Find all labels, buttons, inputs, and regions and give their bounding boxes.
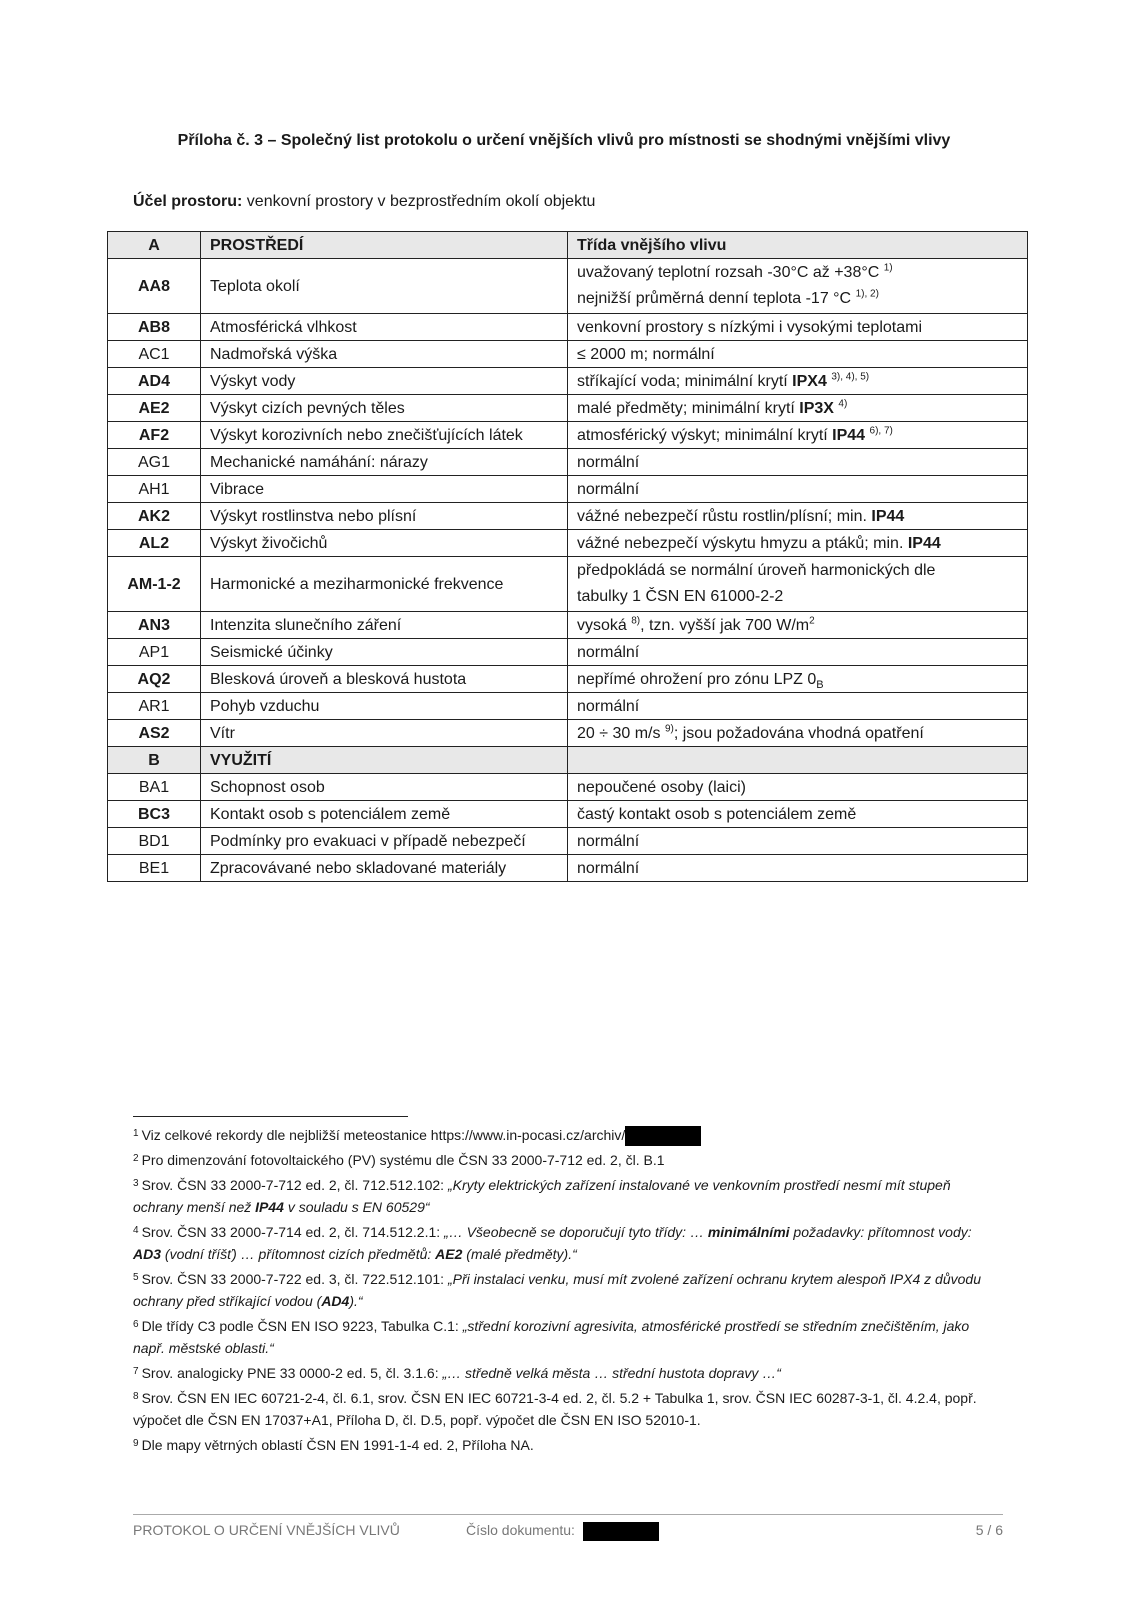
table-row xyxy=(108,693,1028,720)
table-row xyxy=(108,314,1028,341)
footnote-8: $^8$ Srov. ČSN EN IEC 60721-2-4, čl. 6.1, srov. ČSN EN IEC 60721-3-4 ed. 2, čl. 5.2 + Tabulka 1, srov. ČSN IEC 60287-3-1, čl. 4.2.4, popř. výpočet dle ČSN EN 17037+A1, Příloha D, čl. D.5, popř. výpočet dle ČSN EN ISO 52010-1. xyxy=(133,1390,977,1429)
table-row xyxy=(108,801,1028,828)
row-code: AQ2 xyxy=(108,666,201,693)
row-value: normální xyxy=(568,449,1028,476)
footnote-4: $^4$ Srov. ČSN 33 2000-7-714 ed. 2, čl. 714.512.2.1: „… Všeobecně se doporučují tyto třídy: … minimálními požadavky: přítomnost vody: AD3 (vodní tříšť) … přítomnost cizích předmětů: AE2 (malé předměty).“ xyxy=(133,1224,972,1263)
row-code: AM-1-2 xyxy=(108,557,201,612)
row-name: Vítr xyxy=(201,720,568,747)
table-row xyxy=(108,422,1028,449)
footnote-5: $^5$ Srov. ČSN 33 2000-7-722 ed. 3, čl. 722.512.101: „Při instalaci venku, musí mít zvolené zařízení ochranu krytem alespoň IPX4 z důvodu ochrany před stříkající vodou (AD4).“ xyxy=(133,1271,981,1310)
footnote-3: $^3$ Srov. ČSN 33 2000-7-712 ed. 2, čl. 712.512.102: „Kryty elektrických zařízení instalované ve venkovním prostředí nesmí mít stupeň ochrany menší než IP44 v souladu s EN 60529“ xyxy=(133,1177,951,1216)
footer-separator xyxy=(133,1514,1003,1515)
row-value: uvažovaný teplotní rozsah -30°C až +38°C $^{1)}$ nejnižší průměrná denní teplota -17 °C $^{1), 2)}$ xyxy=(568,259,1028,314)
table-row xyxy=(108,449,1028,476)
row-name: Zpracovávané nebo skladované materiály xyxy=(201,855,568,882)
row-name: Atmosférická vlhkost xyxy=(201,314,568,341)
row-value: vážné nebezpečí růstu rostlin/plísní; min. IP44 xyxy=(568,503,1028,530)
row-code: BE1 xyxy=(108,855,201,882)
page-footer xyxy=(133,1522,1003,1544)
table-row xyxy=(108,395,1028,422)
footer-document-title: PROTOKOL O URČENÍ VNĚJŠÍCH VLIVŮ xyxy=(133,1522,400,1538)
purpose-label: Účel prostoru: xyxy=(133,193,243,210)
row-value: vysoká $^{8)}$, tzn. vyšší jak 700 $W/m^2$ xyxy=(568,612,1028,639)
table-header-row xyxy=(108,232,1028,259)
redacted-block xyxy=(583,1522,659,1541)
table-row xyxy=(108,828,1028,855)
table-row xyxy=(108,666,1028,693)
table-row xyxy=(108,259,1028,314)
row-code: AG1 xyxy=(108,449,201,476)
table-row xyxy=(108,341,1028,368)
table-row xyxy=(108,639,1028,666)
row-value: venkovní prostory s nízkými i vysokými teplotami xyxy=(568,314,1028,341)
row-name: Výskyt cizích pevných těles xyxy=(201,395,568,422)
external-influences-table xyxy=(107,231,1028,882)
row-code: AF2 xyxy=(108,422,201,449)
purpose-value: venkovní prostory v bezprostředním okolí objektu xyxy=(246,193,596,210)
table-row xyxy=(108,530,1028,557)
footnote-separator xyxy=(133,1116,408,1117)
header-class: Třída vnějšího vlivu xyxy=(568,232,1028,259)
table-row xyxy=(108,557,1028,612)
table-row xyxy=(108,774,1028,801)
footnote-1: $^1$ Viz celkové rekordy dle nejbližší meteostanice https://www.in-pocasi.cz/archiv/ xyxy=(133,1124,1003,1146)
row-value: častý kontakt osob s potenciálem země xyxy=(568,801,1028,828)
row-code: AH1 xyxy=(108,476,201,503)
row-code: AE2 xyxy=(108,395,201,422)
row-value: atmosférický výskyt; minimální krytí IP44 $^{6), 7)}$ xyxy=(568,422,1028,449)
table-row xyxy=(108,720,1028,747)
row-name: Výskyt živočichů xyxy=(201,530,568,557)
row-name: Schopnost osob xyxy=(201,774,568,801)
row-value: vážné nebezpečí výskytu hmyzu a ptáků; min. IP44 xyxy=(568,530,1028,557)
header-code: A xyxy=(108,232,201,259)
row-value: nepřímé ohrožení pro zónu LPZ $0_B$ xyxy=(568,666,1028,693)
section-value xyxy=(568,747,1028,774)
table-row xyxy=(108,368,1028,395)
row-name: Intenzita slunečního záření xyxy=(201,612,568,639)
row-name: Podmínky pro evakuaci v případě nebezpečí xyxy=(201,828,568,855)
section-name: VYUŽITÍ xyxy=(201,747,568,774)
table-row xyxy=(108,855,1028,882)
row-value: nepoučené osoby (laici) xyxy=(568,774,1028,801)
row-value: stříkající voda; minimální krytí IPX4 $^{3), 4), 5)}$ xyxy=(568,368,1028,395)
footnotes xyxy=(133,1124,1003,1459)
section-code: B xyxy=(108,747,201,774)
page-title: Příloha č. 3 – Společný list protokolu o určení vnějších vlivů pro místnosti se shodnými vnějšími vlivy xyxy=(177,132,951,149)
row-code: AS2 xyxy=(108,720,201,747)
row-value: normální xyxy=(568,639,1028,666)
row-name: Vibrace xyxy=(201,476,568,503)
row-value: normální xyxy=(568,693,1028,720)
row-value: 20 ÷ 30 m/s $^{9)}$; jsou požadována vhodná opatření xyxy=(568,720,1028,747)
row-code: AK2 xyxy=(108,503,201,530)
row-value: ≤ 2000 m; normální xyxy=(568,341,1028,368)
row-code: AA8 xyxy=(108,259,201,314)
row-code: BA1 xyxy=(108,774,201,801)
row-name: Nadmořská výška xyxy=(201,341,568,368)
row-code: AC1 xyxy=(108,341,201,368)
row-code: BC3 xyxy=(108,801,201,828)
footnote-6: $^6$ Dle třídy C3 podle ČSN EN ISO 9223, Tabulka C.1: „střední korozivní agresivita, atmosférické prostředí se středním znečištěním, jako např. městské oblasti.“ xyxy=(133,1318,970,1357)
table-section-row xyxy=(108,747,1028,774)
row-code: AL2 xyxy=(108,530,201,557)
row-name: Mechanické namáhání: nárazy xyxy=(201,449,568,476)
row-name: Seismické účinky xyxy=(201,639,568,666)
footnote-2: $^2$ Pro dimenzování fotovoltaického (PV) systému dle ČSN 33 2000-7-712 ed. 2, čl. B.1 xyxy=(133,1152,665,1169)
row-value: normální xyxy=(568,476,1028,503)
row-code: AN3 xyxy=(108,612,201,639)
row-code: AD4 xyxy=(108,368,201,395)
row-value: normální xyxy=(568,855,1028,882)
footer-document-number: Číslo dokumentu: xyxy=(466,1522,659,1541)
redacted-block xyxy=(625,1126,701,1146)
table-row xyxy=(108,503,1028,530)
footnote-7: $^7$ Srov. analogicky PNE 33 0000-2 ed. 5, čl. 3.1.6: „… středně velká města … střední hustota dopravy …“ xyxy=(133,1365,781,1382)
row-name: Výskyt korozivních nebo znečišťujících látek xyxy=(201,422,568,449)
footnote-9: $^9$ Dle mapy větrných oblastí ČSN EN 1991-1-4 ed. 2, Příloha NA. xyxy=(133,1437,534,1454)
row-name: Kontakt osob s potenciálem země xyxy=(201,801,568,828)
row-name: Výskyt rostlinstva nebo plísní xyxy=(201,503,568,530)
row-name: Výskyt vody xyxy=(201,368,568,395)
row-code: AP1 xyxy=(108,639,201,666)
row-name: Teplota okolí xyxy=(201,259,568,314)
row-name: Pohyb vzduchu xyxy=(201,693,568,720)
row-code: AR1 xyxy=(108,693,201,720)
table-row xyxy=(108,612,1028,639)
row-value: malé předměty; minimální krytí IP3X $^{4)}$ xyxy=(568,395,1028,422)
row-name: Harmonické a meziharmonické frekvence xyxy=(201,557,568,612)
room-purpose xyxy=(133,193,595,211)
header-environment: PROSTŘEDÍ xyxy=(201,232,568,259)
row-code: BD1 xyxy=(108,828,201,855)
row-value: předpokládá se normální úroveň harmonických dle tabulky 1 ČSN EN 61000-2-2 xyxy=(568,557,1028,612)
row-code: AB8 xyxy=(108,314,201,341)
page-number: 5 / 6 xyxy=(975,1522,1003,1538)
table-row xyxy=(108,476,1028,503)
row-name: Blesková úroveň a blesková hustota xyxy=(201,666,568,693)
row-value: normální xyxy=(568,828,1028,855)
